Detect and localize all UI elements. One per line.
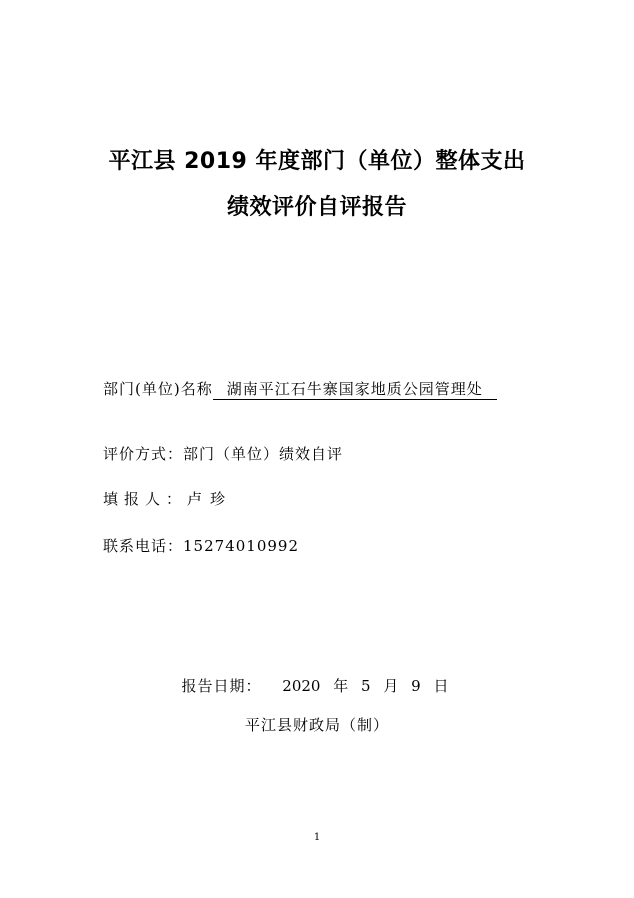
issuer: 平江县财政局（制） <box>244 716 389 734</box>
report-title-line-2: 绩效评价自评报告 <box>226 195 407 220</box>
phone-value: 15274010992 <box>183 537 299 555</box>
evaluation-method-value: 部门（单位）绩效自评 <box>183 445 344 463</box>
department-value: 湖南平江石牛寨国家地质公园管理处 <box>213 379 497 400</box>
department-label: 部门(单位)名称 <box>103 380 213 398</box>
department-field <box>103 378 497 400</box>
phone-field <box>103 535 299 557</box>
filler-label: 填报人： <box>103 490 188 508</box>
report-date-year-unit: 年 <box>333 677 349 695</box>
report-date-month: 5 <box>361 677 371 695</box>
phone-label: 联系电话： <box>103 537 184 555</box>
report-date-day-unit: 日 <box>433 677 449 695</box>
filler-field <box>103 488 233 510</box>
report-date-label: 报告日期： <box>181 677 262 695</box>
report-date <box>0 675 634 697</box>
evaluation-method-label: 评价方式： <box>103 445 184 463</box>
report-date-day: 9 <box>411 677 421 695</box>
evaluation-method-field <box>103 443 343 465</box>
report-date-year: 2020 <box>282 677 321 695</box>
report-title-line-1: 平江县 2019 年度部门（单位）整体支出 <box>108 149 526 174</box>
page-number: 1 <box>313 832 321 843</box>
report-date-month-unit: 月 <box>383 677 399 695</box>
filler-value: 卢珍 <box>187 490 234 508</box>
